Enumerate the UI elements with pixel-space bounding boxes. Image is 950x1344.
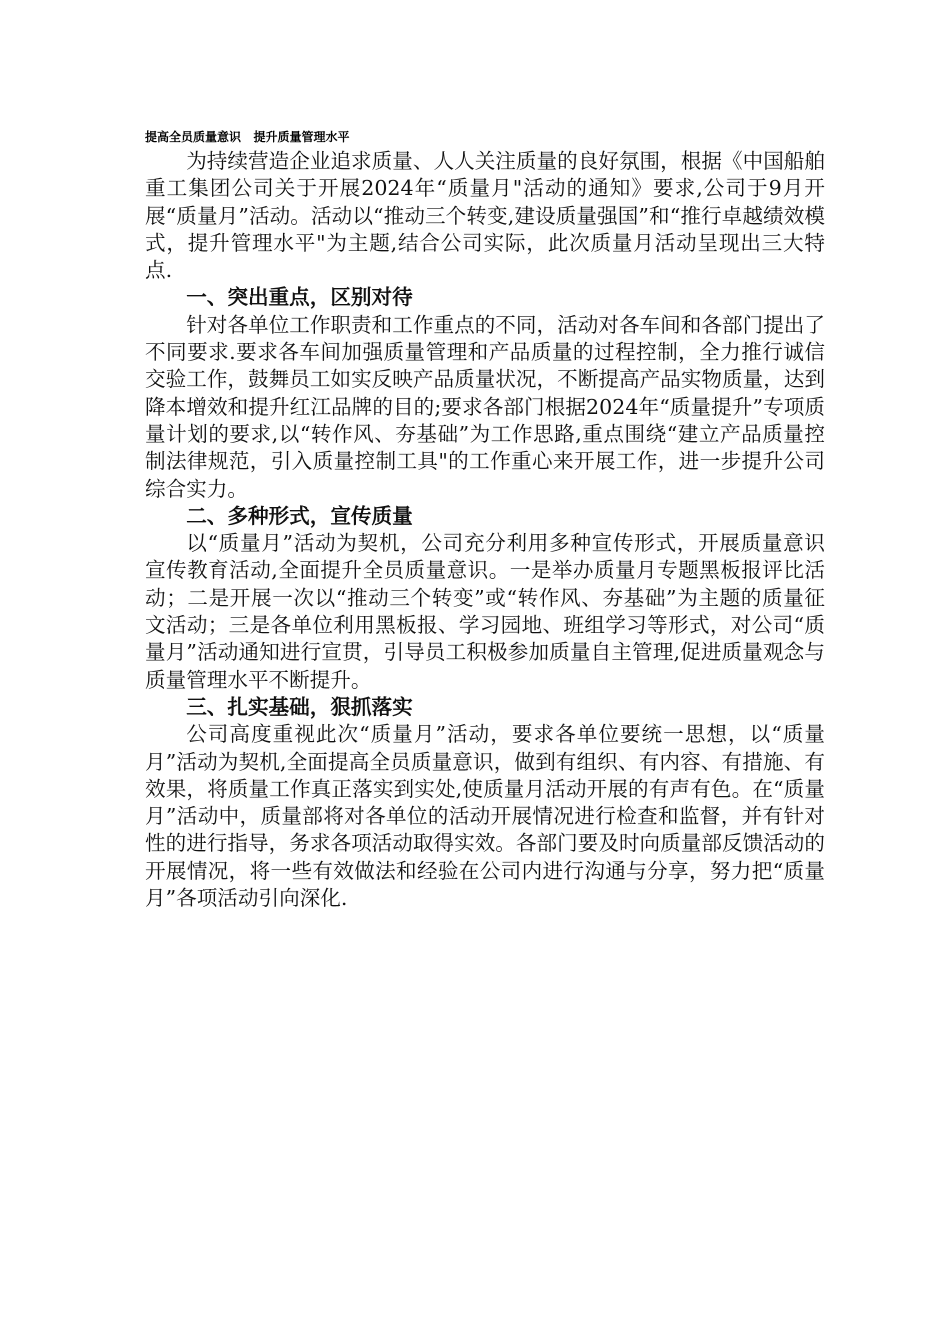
intro-paragraph: 为持续营造企业追求质量、人人关注质量的良好氛围，根据《中国船舶重工集团公司关于开展2024年“质量月"活动的通知》要求,公司于9月开展“质量月”活动。活动以“推动三个转变,建设质量强国”和“推行卓越绩效模式，提升管理水平"为主题,结合公司实际，此次质量月活动呈现出三大特点. (145, 149, 825, 283)
section-2-heading: 二、多种形式，宣传质量 (186, 503, 413, 528)
section-3-paragraph: 公司高度重视此次“质量月”活动，要求各单位要统一思想，以“质量月”活动为契机,全面提高全员质量意识，做到有组织、有内容、有措施、有效果，将质量工作真正落实到实处,使质量月活动开展的有声有色。在“质量月”活动中，质量部将对各单位的活动开展情况进行检查和监督，并有针对性的进行指导，务求各项活动取得实效。各部门要及时向质量部反馈活动的开展情况，将一些有效做法和经验在公司内进行沟通与分享，努力把“质量月”各项活动引向深化. (145, 722, 825, 911)
section-1-paragraph: 针对各单位工作职责和工作重点的不同，活动对各车间和各部门提出了不同要求.要求各车间加强质量管理和产品质量的过程控制，全力推行诚信交验工作，鼓舞员工如实反映产品质量状况，不断提高产品实物质量，达到降本增效和提升红江品牌的目的;要求各部门根据2024年“质量提升”专项质量计划的要求,以“转作风、夯基础”为工作思路,重点围绕“建立产品质量控制法律规范，引入质量控制工具"的工作重心来开展工作，进一步提升公司综合实力。 (145, 312, 825, 501)
section-3-heading: 三、扎实基础，狠抓落实 (186, 694, 413, 719)
document-title: 提高全员质量意识 提升质量管理水平 (145, 130, 350, 144)
section-2-paragraph: 以“质量月”活动为契机，公司充分利用多种宣传形式，开展质量意识宣传教育活动,全面提升全员质量意识。一是举办质量月专题黑板报评比活动；二是开展一次以“推动三个转变”或“转作风、夯基础”为主题的质量征文活动；三是各单位利用黑板报、学习园地、班组学习等形式，对公司“质量月”活动通知进行宣贯，引导员工积极参加质量自主管理,促进质量观念与质量管理水平不断提升。 (145, 531, 825, 692)
section-1-heading: 一、突出重点，区别对待 (186, 285, 413, 310)
document-body (145, 148, 825, 912)
